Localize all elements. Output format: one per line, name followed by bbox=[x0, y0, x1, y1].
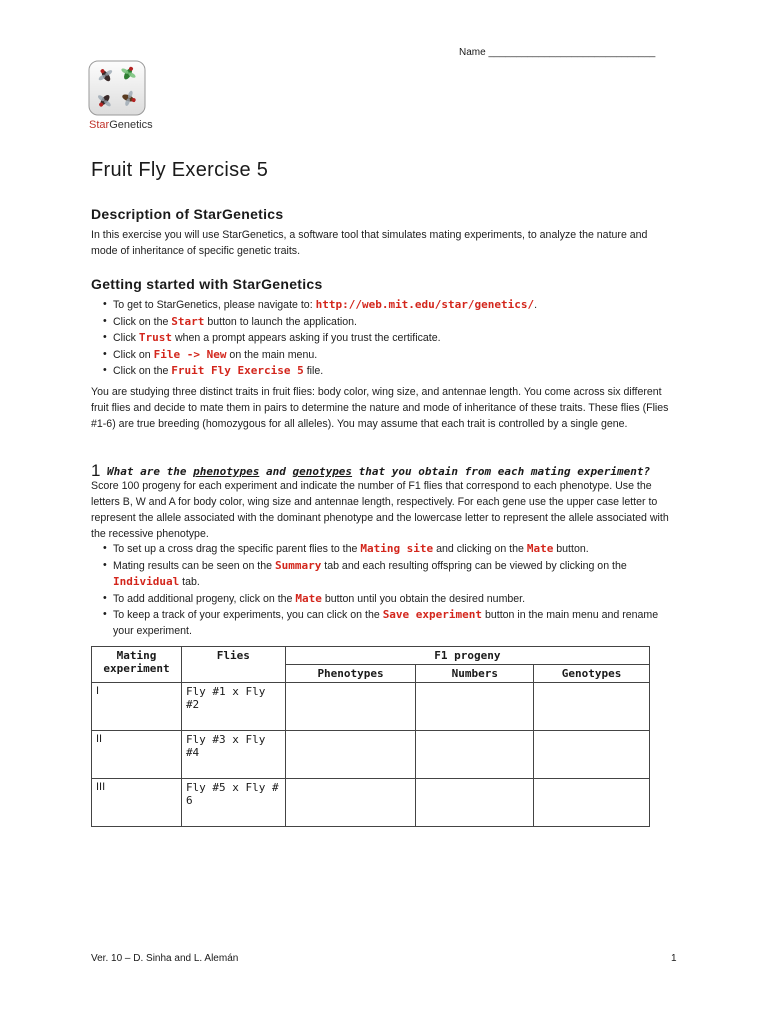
list-item bbox=[103, 314, 678, 331]
list-item bbox=[103, 363, 678, 380]
phenotypes-term: phenotypes bbox=[193, 465, 260, 478]
phenotypes-header: Phenotypes bbox=[285, 665, 416, 683]
mating-site-keyword: Mating site bbox=[360, 542, 434, 555]
genotypes-cell[interactable] bbox=[534, 779, 650, 827]
experiment-cell: I bbox=[92, 683, 182, 731]
page-title: Fruit Fly Exercise 5 bbox=[91, 159, 269, 181]
exercise-file-keyword: Fruit Fly Exercise 5 bbox=[171, 364, 304, 378]
description-heading: Description of StarGenetics bbox=[91, 206, 284, 222]
bullet-text: Mating results can be seen on the bbox=[113, 559, 275, 572]
phenotypes-cell[interactable] bbox=[285, 731, 416, 779]
bullet-text: To keep a track of your experiments, you can click on the bbox=[113, 609, 383, 622]
question-text bbox=[107, 465, 650, 478]
bullet-text: Click on the bbox=[113, 315, 172, 328]
bullet-text: Click on the bbox=[113, 365, 172, 378]
question-instructions: Score 100 progeny for each experiment and indicate the number of F1 flies that correspond to each phenotype. Use the letters B, W and A for body color, wing size and antennae length, respectively. For each gene use the upper case letter to represent the allele associated with the dominant phenotype and the lowercase letter to represent the allele associated with the recessive phenotype. bbox=[91, 480, 669, 540]
list-item bbox=[103, 607, 678, 639]
logo-star-text: Star bbox=[89, 119, 110, 131]
individual-keyword: Individual bbox=[113, 575, 180, 589]
mate-keyword: Mate bbox=[295, 591, 322, 605]
bullet-text: To set up a cross drag the specific parent flies to the bbox=[113, 543, 361, 555]
bullet-text: Click bbox=[113, 332, 139, 345]
genotypes-cell[interactable] bbox=[534, 683, 650, 731]
footer-version: Ver. 10 – D. Sinha and L. Alemán bbox=[91, 953, 239, 964]
table-row bbox=[92, 683, 650, 731]
genotypes-header: Genotypes bbox=[534, 665, 650, 683]
save-experiment-keyword: Save experiment bbox=[382, 608, 483, 622]
experiment-cell: III bbox=[92, 779, 182, 827]
name-field bbox=[459, 47, 655, 58]
name-label: Name bbox=[459, 47, 486, 58]
table-header-row bbox=[92, 647, 650, 665]
list-item bbox=[103, 591, 678, 608]
phenotypes-cell[interactable] bbox=[285, 683, 416, 731]
list-item bbox=[103, 347, 678, 364]
bullet-text: Click on bbox=[113, 348, 154, 361]
getting-started-heading: Getting started with StarGenetics bbox=[91, 276, 323, 292]
mating-experiment-header: Mating experiment bbox=[92, 647, 182, 683]
table-row bbox=[92, 731, 650, 779]
genotypes-cell[interactable] bbox=[534, 731, 650, 779]
bullet-text: . bbox=[534, 299, 538, 311]
list-item bbox=[103, 297, 678, 314]
bullet-text: button to launch the application. bbox=[204, 315, 357, 328]
flies-header: Flies bbox=[181, 647, 285, 683]
bullet-text: button until you obtain the desired number. bbox=[321, 592, 526, 605]
experiment-cell: II bbox=[92, 731, 182, 779]
mate-keyword: Mate bbox=[526, 542, 554, 555]
bullet-text: on the main menu. bbox=[226, 348, 318, 361]
file-new-keyword: File -> New bbox=[153, 347, 227, 361]
bullet-text: tab and each resulting offspring can be viewed by clicking on the bbox=[321, 559, 627, 572]
genotypes-term: genotypes bbox=[292, 465, 353, 478]
table-row bbox=[92, 779, 650, 827]
bullet-text: and clicking on the bbox=[433, 543, 527, 555]
list-item bbox=[103, 541, 678, 558]
summary-keyword: Summary bbox=[274, 558, 322, 572]
numbers-cell[interactable] bbox=[416, 731, 534, 779]
flies-cell: Fly #5 x Fly # 6 bbox=[181, 779, 285, 827]
question-hints-list bbox=[103, 541, 678, 640]
getting-started-list bbox=[103, 297, 678, 380]
question-part: that you obtain from each mating experiment? bbox=[352, 465, 651, 478]
bullet-text: button. bbox=[553, 543, 589, 555]
page-number: 1 bbox=[671, 953, 677, 964]
logo-genetics-text: Genetics bbox=[109, 119, 153, 131]
bullet-text: tab. bbox=[179, 576, 200, 589]
bullet-text: when a prompt appears asking if you trust the certificate. bbox=[172, 332, 441, 345]
list-item bbox=[103, 330, 678, 347]
bullet-text: button in the main menu and rename your experiment. bbox=[113, 609, 659, 637]
intro-paragraph: You are studying three distinct traits in fruit flies: body color, wing size, and antennae length. You come across six different fruit flies and decide to mate them in pairs to determine the nature and mode of inheritance of these traits. These flies (Flies #1-6) are true breeding (homozygous for all alleles). You may assume that each trait is controlled by a single gene. bbox=[91, 386, 669, 430]
bullet-text: To get to StarGenetics, please navigate to: bbox=[113, 299, 316, 311]
numbers-cell[interactable] bbox=[416, 683, 534, 731]
description-text: In this exercise you will use StarGenetics, a software tool that simulates mating experiments, to analyze the nature and mode of inheritance of specific genetic traits. bbox=[91, 229, 648, 257]
bullet-text: file. bbox=[303, 365, 324, 378]
name-blank: ______________________________ bbox=[488, 47, 656, 58]
trust-keyword: Trust bbox=[138, 331, 173, 345]
bullet-text: To add additional progeny, click on the bbox=[113, 592, 296, 605]
f1-progeny-table bbox=[91, 646, 650, 827]
phenotypes-cell[interactable] bbox=[285, 779, 416, 827]
list-item bbox=[103, 558, 678, 591]
logo-wordmark bbox=[89, 119, 153, 131]
stargenetics-url-link[interactable]: http://web.mit.edu/star/genetics/ bbox=[315, 298, 535, 311]
start-keyword: Start bbox=[171, 314, 205, 328]
numbers-header: Numbers bbox=[416, 665, 534, 683]
question-part: What are the bbox=[107, 465, 194, 478]
numbers-cell[interactable] bbox=[416, 779, 534, 827]
question-number: 1 bbox=[91, 461, 101, 480]
stargenetics-logo-icon bbox=[88, 60, 146, 116]
f1-progeny-header: F1 progeny bbox=[285, 647, 649, 665]
question-part: and bbox=[259, 465, 293, 478]
flies-cell: Fly #3 x Fly #4 bbox=[181, 731, 285, 779]
flies-cell: Fly #1 x Fly #2 bbox=[181, 683, 285, 731]
